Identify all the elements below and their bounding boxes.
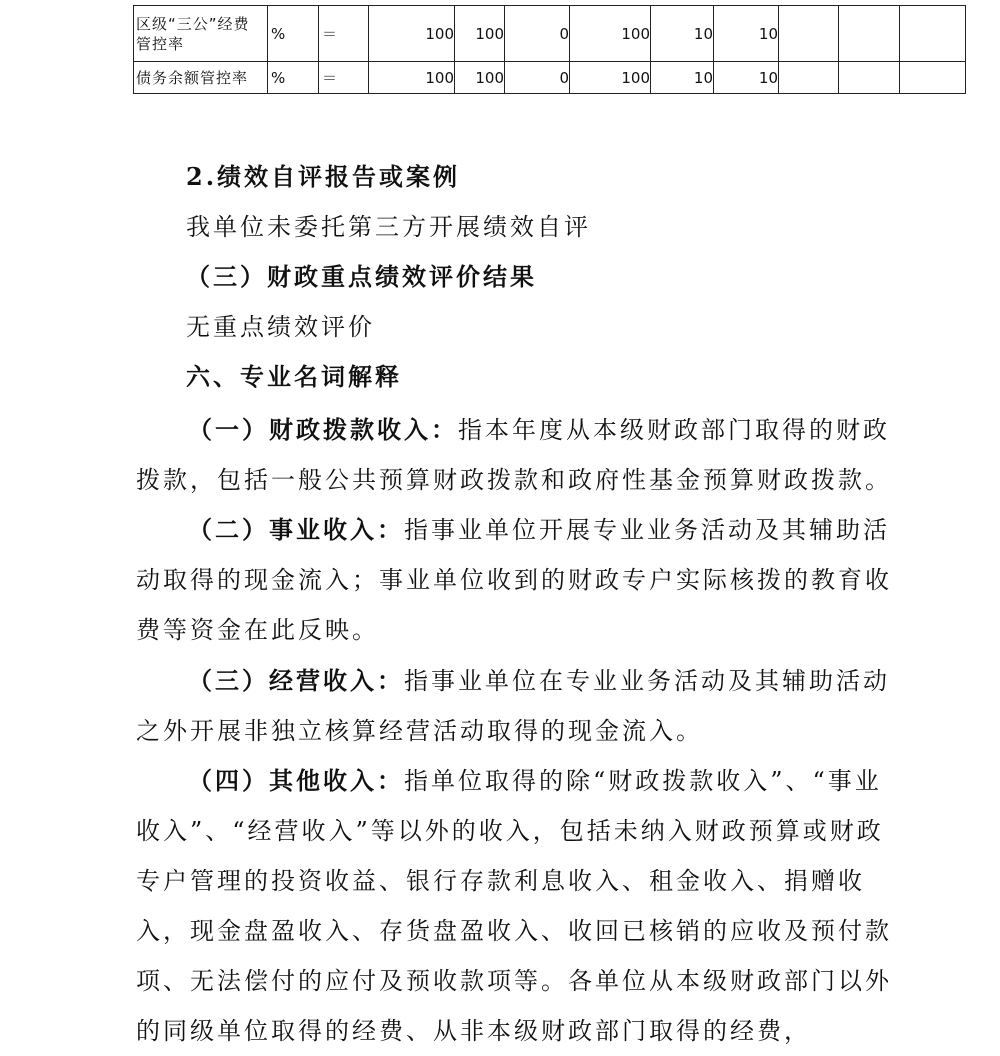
operator-cell: ＝ — [319, 6, 369, 62]
table-row — [134, 6, 966, 62]
glossary-term: （四）其他收入： — [188, 766, 404, 795]
section-heading-key-evaluation: （三）财政重点绩效评价结果 — [186, 262, 537, 291]
value-cell: 100 — [570, 6, 651, 62]
value-cell: 10 — [714, 6, 779, 62]
value-cell — [839, 6, 900, 62]
self-evaluation-text: 我单位未委托第三方开展绩效自评 — [186, 213, 591, 241]
value-cell: 100 — [369, 62, 455, 94]
value-cell: 10 — [651, 6, 714, 62]
operator-cell: ＝ — [319, 62, 369, 94]
value-cell — [839, 62, 900, 94]
glossary-item-fiscal-appropriation — [136, 405, 892, 505]
glossary-item-other-income — [136, 756, 892, 1056]
glossary-term: （三）经营收入： — [188, 666, 404, 695]
value-cell — [779, 6, 839, 62]
glossary-item-operating-income — [136, 656, 892, 756]
glossary-definition: 指事业单位开展专业业务活动及其辅助活动取得的现金流入；事业单位收到的财政专户实际核拨的教育收费等资金在此反映。 — [136, 516, 892, 644]
glossary-term: （一）财政拨款收入： — [188, 415, 458, 444]
value-cell: 0 — [505, 6, 570, 62]
value-cell: 10 — [714, 62, 779, 94]
value-cell: 100 — [570, 62, 651, 94]
glossary-definition: 指单位取得的除“财政拨款收入”、“事业收入”、“经营收入”等以外的收入，包括未纳入财政预算或财政专户管理的投资收益、银行存款利息收入、租金收入、捐赠收入，现金盘盈收入、存货盘盈收入、收回已核销的应收及预付款项、无法偿付的应付及预收款项等。各单位从本级财政部门以外的同级单位取得的经费、从非本级财政部门取得的经费， — [136, 767, 892, 1045]
unit-cell: % — [268, 6, 319, 62]
value-cell: 100 — [455, 62, 505, 94]
glossary-definition: 指本年度从本级财政部门取得的财政拨款，包括一般公共预算财政拨款和政府性基金预算财政拨款。 — [136, 416, 892, 494]
section-heading-self-evaluation: 2.绩效自评报告或案例 — [186, 162, 461, 191]
indicator-name-cell: 债务余额管控率 — [134, 62, 268, 94]
glossary-definition: 指事业单位在专业业务活动及其辅助活动之外开展非独立核算经营活动取得的现金流入。 — [136, 667, 890, 745]
indicator-name-cell: 区级“三公”经费管控率 — [134, 6, 268, 62]
key-evaluation-text: 无重点绩效评价 — [186, 313, 375, 341]
value-cell — [779, 62, 839, 94]
value-cell: 100 — [455, 6, 505, 62]
performance-indicator-table — [133, 5, 966, 94]
value-cell — [900, 62, 966, 94]
glossary-item-business-income — [136, 505, 892, 655]
value-cell: 100 — [369, 6, 455, 62]
unit-cell: % — [268, 62, 319, 94]
section-heading-glossary: 六、专业名词解释 — [186, 362, 402, 391]
glossary-term: （二）事业收入： — [188, 515, 404, 544]
value-cell — [900, 6, 966, 62]
table-row — [134, 62, 966, 94]
value-cell: 10 — [651, 62, 714, 94]
value-cell: 0 — [505, 62, 570, 94]
